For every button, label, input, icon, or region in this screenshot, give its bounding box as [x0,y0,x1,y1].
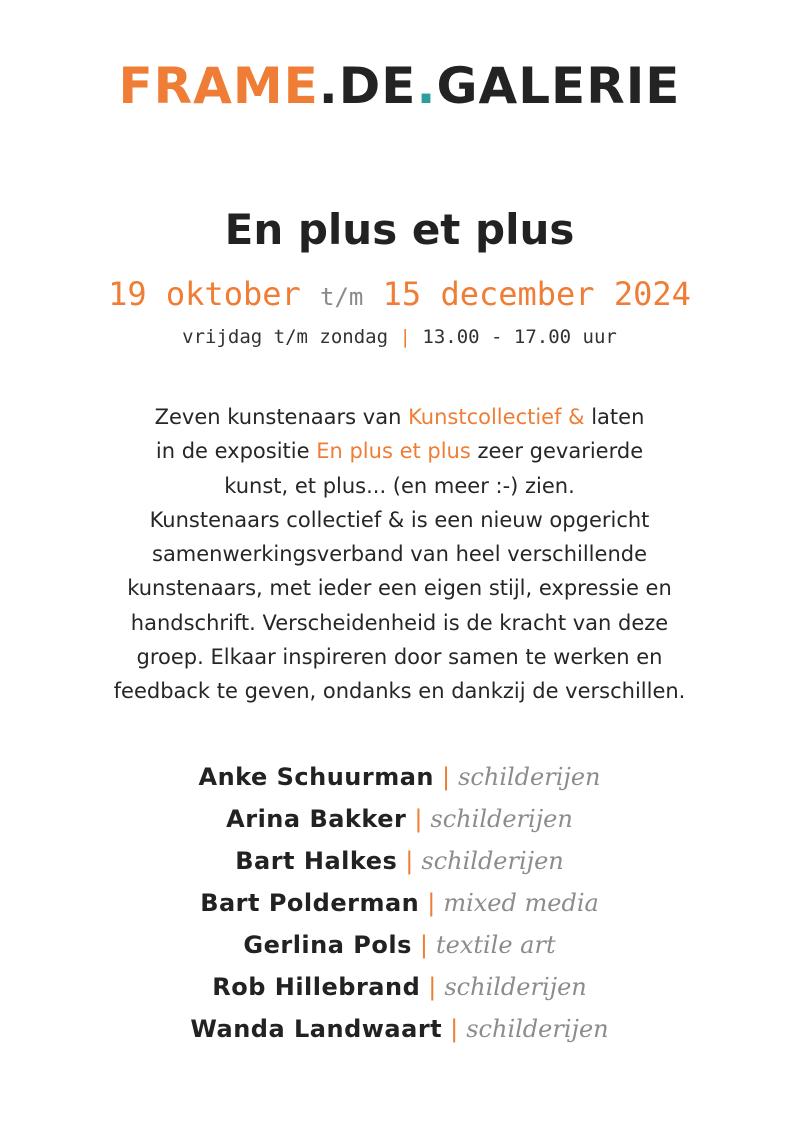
description-text: zeer gevarierde [470,439,644,464]
exhibition-title: En plus et plus [224,205,575,254]
logo-dot-1: . [318,57,339,115]
exhibition-description [40,400,759,709]
description-line: feedback te geven, ondanks en dankzij de verschillen. [113,679,686,704]
artist-row [0,966,799,1008]
description-line [40,400,759,434]
description-line [40,434,759,468]
artist-name: Gerlina Pols [243,931,412,959]
artist-list [0,756,799,1050]
artist-name: Bart Polderman [200,889,420,917]
description-line: groep. Elkaar inspireren door samen te werken en [136,645,663,670]
artist-row [0,882,799,924]
artist-row [0,1008,799,1050]
artist-name: Anke Schuurman [198,763,435,791]
artist-name: Arina Bakker [226,805,407,833]
artist-name: Wanda Landwaart [190,1015,443,1043]
artist-separator: | [450,1015,459,1043]
description-line: kunstenaars, met ieder een eigen stijl, expressie en [127,576,672,601]
artist-medium: mixed media [443,889,599,917]
description-line: Kunstenaars collectief & is een nieuw opgericht [149,507,650,532]
opening-days: vrijdag t/m zondag [182,326,389,348]
exhibition-name-inline: En plus et plus [316,439,471,464]
artist-medium: schilderijen [421,847,564,875]
description-text: laten [584,405,645,429]
artist-medium: schilderijen [466,1015,609,1043]
end-date: 15 december 2024 [382,275,691,313]
artist-row [0,924,799,966]
logo-frame: FRAME [118,57,319,115]
artist-separator: | [442,763,451,791]
artist-medium: schilderijen [444,973,587,1001]
start-date: 19 oktober [108,275,301,313]
opening-time: 13.00 - 17.00 uur [422,326,617,348]
description-line: samenwerkingsverband van heel verschillende [152,542,647,567]
artist-row [0,840,799,882]
collective-name: Kunstcollectief & [408,405,585,429]
gallery-logo [0,56,799,116]
artist-medium: schilderijen [430,805,573,833]
description-line: handschrift. Verscheidenheid is de kracht van deze [130,610,669,635]
opening-hours [0,322,799,352]
logo-de: DE [338,57,417,115]
artist-row [0,798,799,840]
artist-separator: | [427,889,436,917]
artist-medium: schilderijen [458,763,601,791]
logo-galerie: GALERIE [436,57,681,115]
artist-medium: textile art [435,931,556,959]
artist-row [0,756,799,798]
artist-separator: | [414,805,423,833]
exhibition-dates [0,272,799,319]
artist-name: Rob Hillebrand [212,973,421,1001]
logo-dot-2: . [416,57,437,115]
artist-separator: | [428,973,437,1001]
artist-separator: | [405,847,414,875]
hours-separator: | [399,326,411,348]
description-line: kunst, et plus... (en meer :-) zien. [224,473,575,498]
description-text: Zeven kunstenaars van [154,405,409,429]
description-text: in de expositie [155,439,317,464]
artist-name: Bart Halkes [235,847,398,875]
date-range-word: t/m [320,283,364,311]
artist-separator: | [419,931,428,959]
